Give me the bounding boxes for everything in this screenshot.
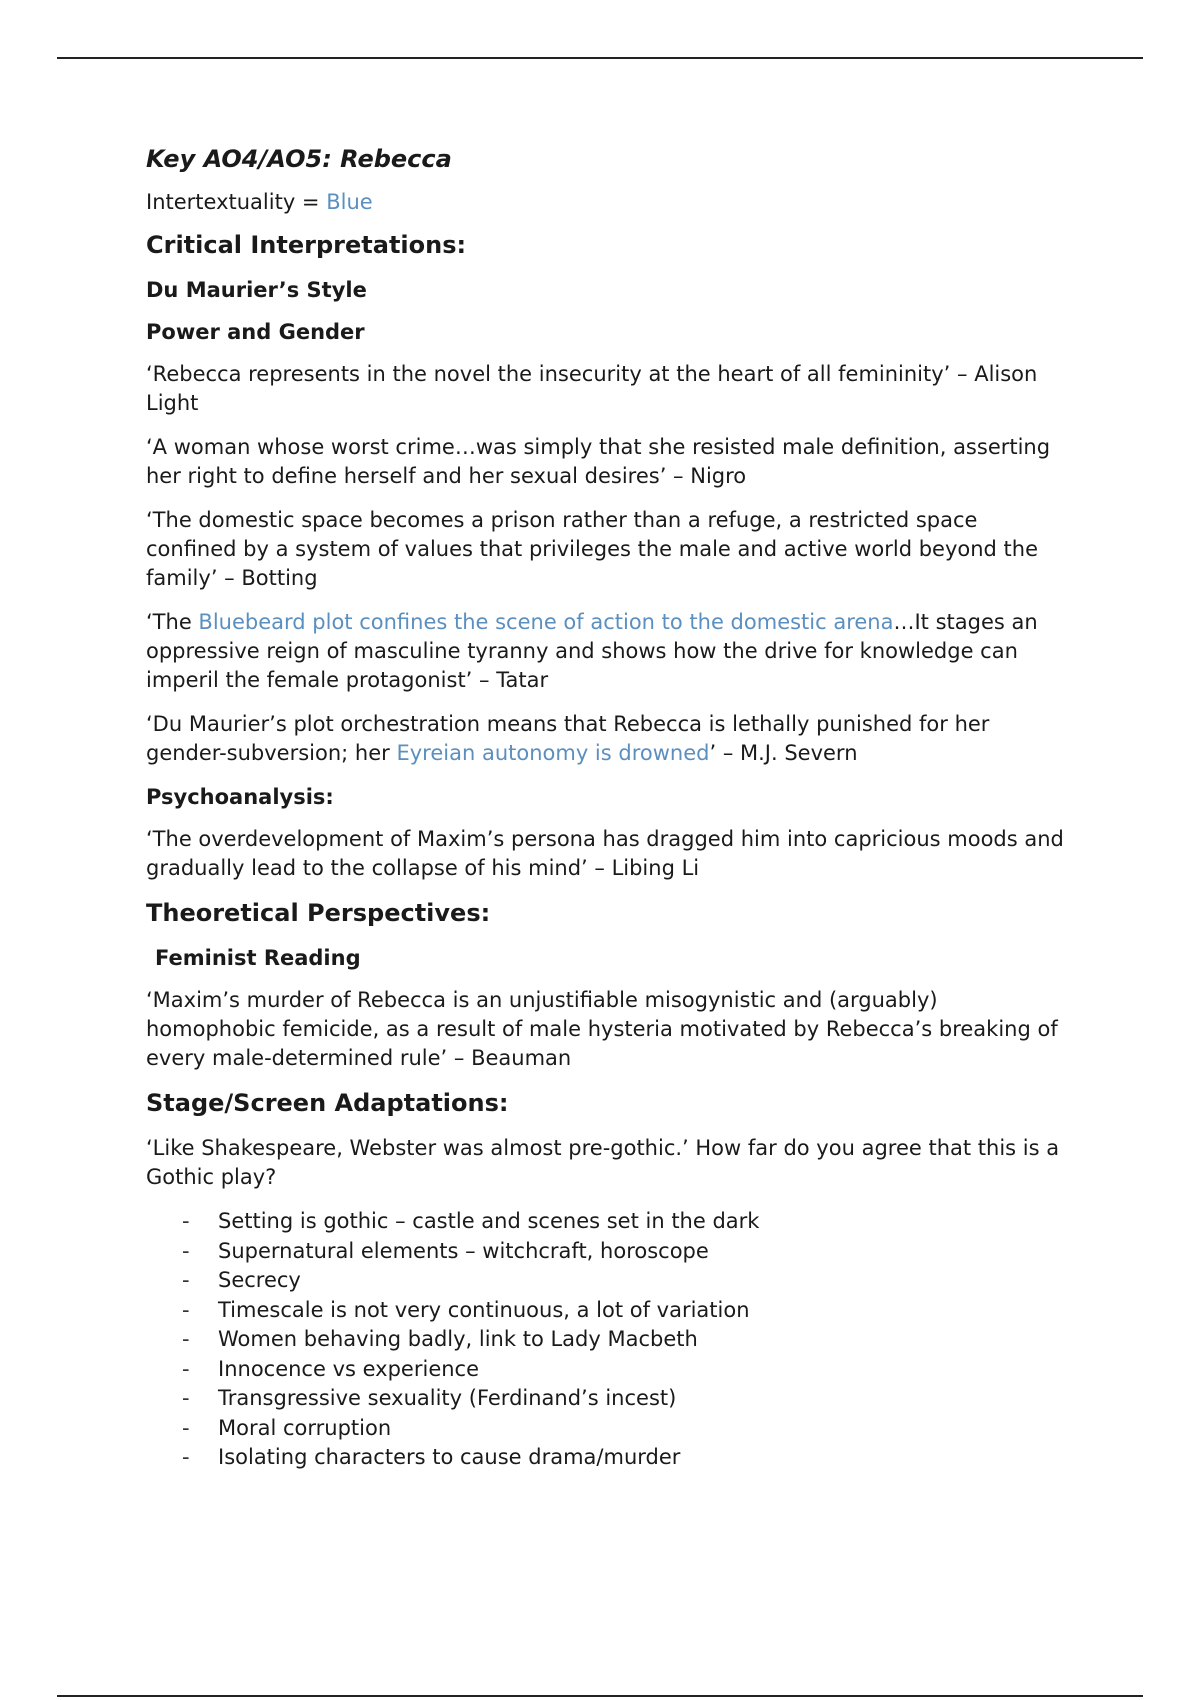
header-rule	[57, 57, 1143, 59]
document-body	[146, 144, 1066, 1473]
quote-light: ‘Rebecca represents in the novel the insecurity at the heart of all femininity’ – Alison Light	[146, 362, 1038, 415]
bullet-dash: -	[182, 1209, 190, 1233]
quote-tatar-end: …It stages an oppressive reign of masculine tyranny and shows how the drive for knowledge can imperil the female protagonist’ – Tatar	[146, 610, 1038, 692]
quote-severn-intertext: Eyreian autonomy is drowned	[396, 741, 710, 765]
adaptations-heading: Stage/Screen Adaptations:	[146, 1089, 509, 1117]
gothic-question: ‘Like Shakespeare, Webster was almost pre-gothic.’ How far do you agree that this is a Gothic play?	[146, 1136, 1060, 1189]
bullet-dash: -	[182, 1327, 190, 1351]
psychoanalysis-subheading: Psychoanalysis:	[146, 785, 334, 809]
colour-legend	[146, 188, 1066, 216]
quote-tatar-intertext: Bluebeard plot confines the scene of action to the domestic arena	[198, 610, 894, 634]
bullet-dash: -	[182, 1356, 190, 1381]
feminist-reading-subheading: Feminist Reading	[155, 946, 361, 970]
footer-rule	[57, 1695, 1143, 1697]
bullet-dash: -	[182, 1386, 190, 1410]
bullet-dash: -	[182, 1268, 190, 1292]
quote-severn-end: ’ – M.J. Severn	[709, 741, 858, 765]
critical-interpretations-heading: Critical Interpretations:	[146, 231, 467, 259]
document-title: Key AO4/AO5: Rebecca	[146, 145, 452, 173]
list-item: - Women behaving badly, link to Lady Macbeth	[182, 1325, 1066, 1355]
legend-label: Intertextuality =	[146, 190, 327, 214]
quote-nigro: ‘A woman whose worst crime…was simply that she resisted male definition, asserting her right to define herself and her sexual desires’ – Nigro	[146, 435, 1051, 488]
bullet-dash: -	[182, 1238, 190, 1263]
list-item: - Setting is gothic – castle and scenes set in the dark	[182, 1207, 1066, 1237]
list-item: - Supernatural elements – witchcraft, horoscope	[182, 1237, 1066, 1267]
bullet-dash: -	[182, 1415, 190, 1440]
list-item: - Innocence vs experience	[182, 1355, 1066, 1385]
list-item: - Moral corruption	[182, 1414, 1066, 1444]
theoretical-perspectives-heading: Theoretical Perspectives:	[146, 899, 491, 927]
bullet-dash: -	[182, 1445, 190, 1469]
quote-severn-start: ‘Du Maurier’s plot orchestration means that Rebecca is lethally punished for her gender-subversion; her	[146, 712, 990, 765]
quote-tatar	[146, 608, 1066, 695]
legend-blue-word: Blue	[326, 190, 373, 214]
quote-botting: ‘The domestic space becomes a prison rather than a refuge, a restricted space confined by a system of values that privileges the male and active world beyond the family’ – Botting	[146, 508, 1039, 590]
list-item: - Transgressive sexuality (Ferdinand’s incest)	[182, 1384, 1066, 1414]
quote-beauman: ‘Maxim’s murder of Rebecca is an unjustifiable misogynistic and (arguably) homophobic femicide, as a result of male hysteria motivated by Rebecca’s breaking of every male-determined rule’ – Beauman	[146, 988, 1058, 1070]
list-item: - Secrecy	[182, 1266, 1066, 1296]
quote-severn	[146, 710, 1066, 768]
list-item: - Isolating characters to cause drama/murder	[182, 1443, 1066, 1473]
bullet-dash: -	[182, 1297, 190, 1322]
power-gender-subheading: Power and Gender	[146, 320, 365, 344]
quote-libing-li: ‘The overdevelopment of Maxim’s persona has dragged him into capricious moods and gradually lead to the collapse of his mind’ – Libing Li	[146, 827, 1064, 880]
list-item: - Timescale is not very continuous, a lot of variation	[182, 1296, 1066, 1326]
gothic-points-list	[146, 1207, 1066, 1473]
style-subheading: Du Maurier’s Style	[146, 278, 367, 302]
quote-tatar-start: ‘The	[146, 610, 199, 634]
